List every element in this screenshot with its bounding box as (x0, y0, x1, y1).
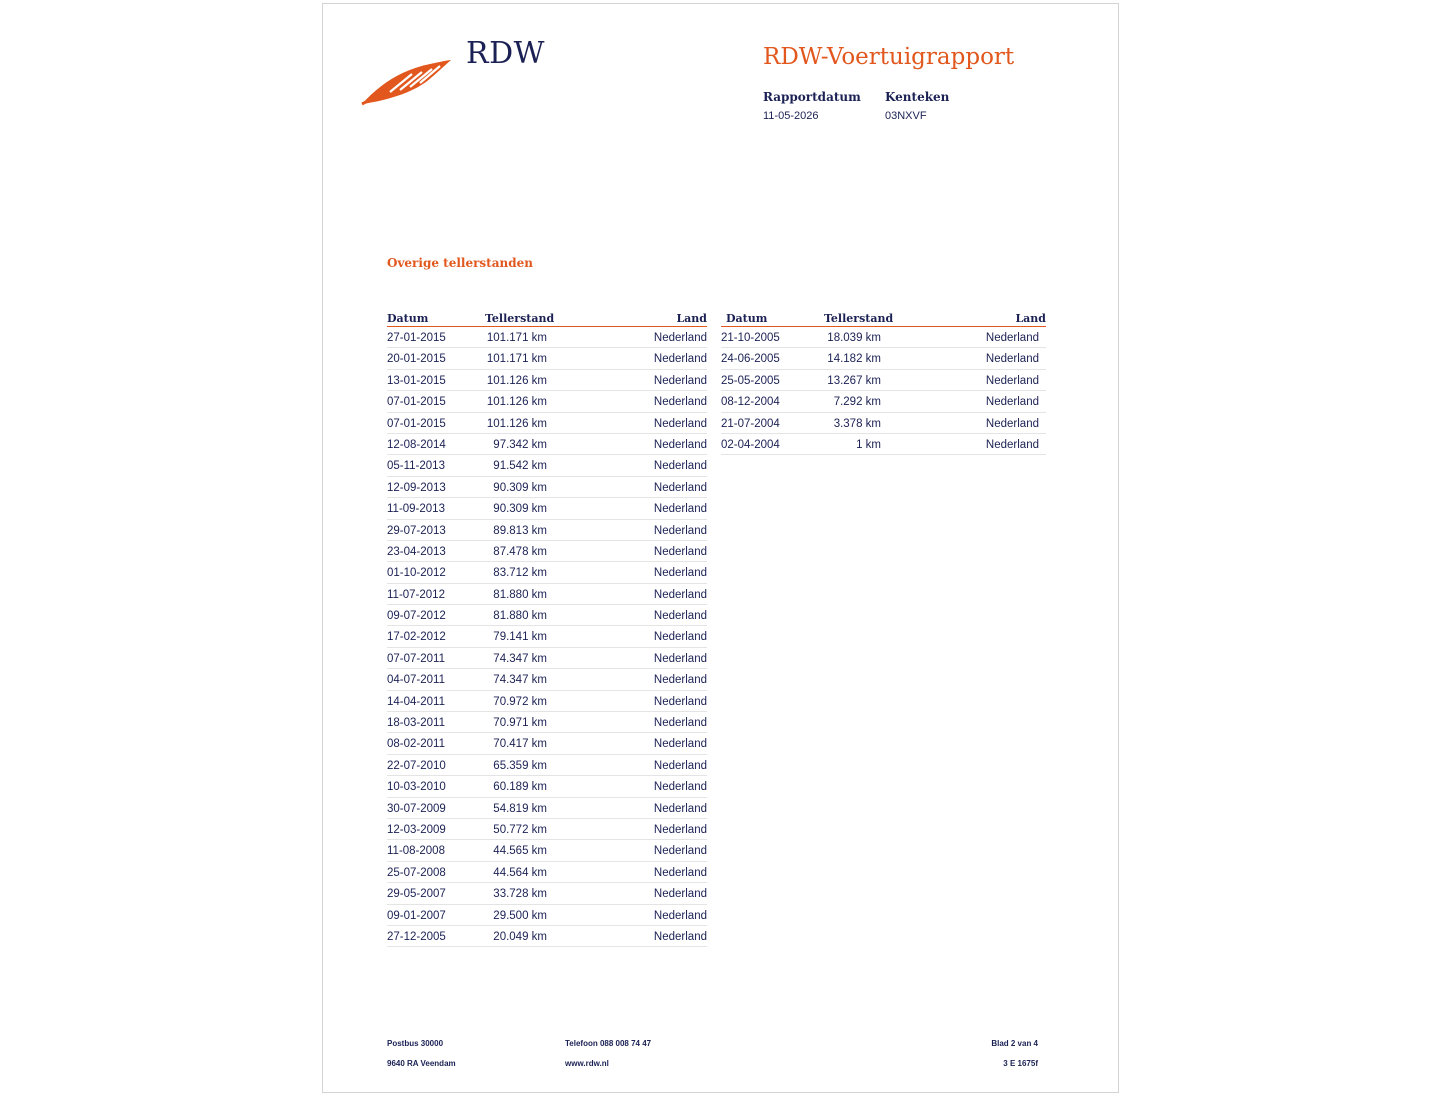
table-row (387, 669, 707, 690)
cell-reading: 74.347 km (493, 674, 547, 687)
cell-country: Nederland (653, 460, 707, 473)
cell-date: 25-05-2005 (721, 374, 780, 387)
cell-reading: 20.049 km (493, 930, 547, 943)
cell-country: Nederland (653, 738, 707, 751)
cell-country: Nederland (985, 332, 1039, 344)
table-row (387, 862, 707, 883)
cell-country: Nederland (653, 930, 707, 943)
table-row (721, 413, 1046, 434)
table-row (387, 776, 707, 797)
cell-reading: 3.378 km (833, 417, 881, 430)
table-row (387, 477, 707, 498)
table-row (387, 648, 707, 669)
table-row (387, 712, 707, 733)
cell-date: 09-07-2012 (387, 610, 446, 623)
table-row (387, 733, 707, 754)
table-row (387, 562, 707, 583)
cell-date: 27-12-2005 (387, 930, 446, 943)
cell-date: 12-03-2009 (387, 823, 446, 836)
cell-reading: 81.880 km (493, 588, 547, 601)
cell-date: 11-07-2012 (387, 588, 445, 601)
table-row (387, 370, 707, 391)
cell-date: 21-07-2004 (721, 417, 780, 430)
table-row (387, 413, 707, 434)
cell-country: Nederland (653, 567, 707, 580)
cell-date: 11-09-2013 (387, 503, 445, 516)
cell-date: 23-04-2013 (387, 545, 446, 558)
cell-reading: 7.292 km (833, 396, 881, 409)
cell-date: 24-06-2005 (721, 353, 780, 366)
column-header-date: Datum (387, 312, 429, 325)
odometer-table-right (721, 309, 1046, 455)
cell-reading: 74.347 km (493, 652, 547, 665)
table-row (387, 626, 707, 647)
table-header (387, 309, 707, 327)
cell-reading: 1 km (856, 438, 881, 451)
footer-code: 3 E 1675f (1003, 1059, 1038, 1068)
cell-country: Nederland (653, 845, 707, 858)
plate-value: 03NXVF (885, 110, 927, 122)
cell-country: Nederland (985, 396, 1039, 409)
table-row (387, 840, 707, 861)
plate-block (885, 90, 949, 122)
cell-reading: 97.342 km (493, 438, 547, 451)
column-header-country: Land (676, 312, 707, 325)
table-row (387, 819, 707, 840)
footer-page-number: Blad 2 van 4 (991, 1039, 1038, 1048)
cell-reading: 14.182 km (827, 353, 881, 366)
column-header-reading: Tellerstand (824, 312, 894, 325)
cell-country: Nederland (985, 438, 1039, 451)
table-row (387, 755, 707, 776)
cell-reading: 101.126 km (486, 396, 547, 409)
cell-reading: 60.189 km (493, 781, 547, 794)
cell-reading: 29.500 km (493, 909, 547, 922)
cell-country: Nederland (653, 610, 707, 623)
cell-country: Nederland (653, 802, 707, 815)
cell-country: Nederland (653, 588, 707, 601)
cell-date: 11-08-2008 (387, 845, 445, 858)
report-page (322, 3, 1119, 1093)
cell-reading: 87.478 km (493, 545, 547, 558)
column-header-country: Land (1015, 312, 1046, 325)
table-body (721, 327, 1046, 455)
cell-date: 08-02-2011 (387, 738, 445, 751)
cell-date: 12-09-2013 (387, 481, 446, 494)
table-row (721, 391, 1046, 412)
table-row (387, 584, 707, 605)
cell-country: Nederland (985, 353, 1039, 366)
cell-date: 29-07-2013 (387, 524, 446, 537)
table-row (387, 498, 707, 519)
table-row (721, 348, 1046, 369)
cell-country: Nederland (653, 396, 707, 409)
cell-country: Nederland (653, 759, 707, 772)
cell-country: Nederland (653, 332, 707, 344)
table-row (387, 691, 707, 712)
table-row (387, 541, 707, 562)
cell-date: 02-04-2004 (721, 438, 780, 451)
cell-reading: 50.772 km (493, 823, 547, 836)
column-header-reading: Tellerstand (485, 312, 555, 325)
table-row (387, 434, 707, 455)
report-date-value: 11-05-2026 (763, 110, 819, 122)
cell-reading: 89.813 km (493, 524, 547, 537)
rdw-logo-icon (360, 56, 452, 106)
cell-reading: 101.126 km (486, 374, 547, 387)
cell-country: Nederland (653, 353, 707, 366)
odometer-table-left (387, 309, 707, 947)
cell-country: Nederland (653, 374, 707, 387)
cell-date: 07-01-2015 (387, 396, 446, 409)
table-row (387, 905, 707, 926)
cell-date: 13-01-2015 (387, 374, 446, 387)
cell-reading: 18.039 km (827, 332, 881, 344)
table-row (387, 798, 707, 819)
cell-date: 12-08-2014 (387, 438, 446, 451)
cell-reading: 101.171 km (486, 353, 547, 366)
column-header-date: Datum (726, 312, 768, 325)
table-body (387, 327, 707, 947)
cell-date: 10-03-2010 (387, 781, 446, 794)
cell-reading: 90.309 km (493, 503, 547, 516)
cell-date: 01-10-2012 (387, 567, 446, 580)
cell-reading: 70.417 km (493, 738, 547, 751)
cell-reading: 90.309 km (493, 481, 547, 494)
cell-reading: 101.126 km (486, 417, 547, 430)
cell-reading: 91.542 km (493, 460, 547, 473)
table-row (721, 327, 1046, 348)
plate-label: Kenteken (885, 90, 950, 104)
cell-reading: 54.819 km (493, 802, 547, 815)
cell-country: Nederland (653, 481, 707, 494)
footer-address-line2: 9640 RA Veendam (387, 1059, 456, 1068)
cell-country: Nederland (985, 417, 1039, 430)
footer-phone: Telefoon 088 008 74 47 (565, 1039, 652, 1048)
table-row (387, 455, 707, 476)
report-title: RDW-Voertuigrapport (763, 44, 1015, 70)
cell-country: Nederland (653, 545, 707, 558)
table-row (387, 926, 707, 947)
cell-date: 17-02-2012 (387, 631, 446, 644)
cell-date: 21-10-2005 (721, 332, 780, 344)
cell-reading: 44.564 km (493, 866, 547, 879)
cell-reading: 65.359 km (493, 759, 547, 772)
cell-reading: 70.972 km (493, 695, 547, 708)
cell-reading: 79.141 km (493, 631, 547, 644)
cell-country: Nederland (653, 631, 707, 644)
cell-date: 20-01-2015 (387, 353, 446, 366)
cell-country: Nederland (985, 374, 1039, 387)
cell-country: Nederland (653, 695, 707, 708)
cell-date: 18-03-2011 (387, 717, 445, 730)
cell-country: Nederland (653, 438, 707, 451)
cell-reading: 13.267 km (827, 374, 881, 387)
cell-country: Nederland (653, 417, 707, 430)
cell-date: 04-07-2011 (387, 674, 445, 687)
cell-reading: 81.880 km (493, 610, 547, 623)
section-title: Overige tellerstanden (387, 256, 533, 270)
table-row (387, 327, 707, 348)
cell-reading: 83.712 km (493, 567, 547, 580)
cell-reading: 101.171 km (486, 332, 547, 344)
cell-country: Nederland (653, 652, 707, 665)
cell-date: 22-07-2010 (387, 759, 446, 772)
logo-text: RDW (466, 36, 545, 71)
cell-date: 25-07-2008 (387, 866, 446, 879)
cell-date: 07-07-2011 (387, 652, 445, 665)
table-header (721, 309, 1046, 327)
cell-country: Nederland (653, 888, 707, 901)
cell-date: 07-01-2015 (387, 417, 446, 430)
cell-country: Nederland (653, 503, 707, 516)
table-row (721, 370, 1046, 391)
table-row (387, 391, 707, 412)
cell-date: 30-07-2009 (387, 802, 446, 815)
cell-date: 29-05-2007 (387, 888, 446, 901)
cell-country: Nederland (653, 866, 707, 879)
table-row (387, 883, 707, 904)
cell-reading: 70.971 km (493, 717, 547, 730)
cell-country: Nederland (653, 717, 707, 730)
cell-date: 09-01-2007 (387, 909, 446, 922)
report-date-label: Rapportdatum (763, 90, 861, 104)
cell-country: Nederland (653, 823, 707, 836)
cell-country: Nederland (653, 781, 707, 794)
cell-date: 27-01-2015 (387, 332, 446, 344)
table-row (387, 348, 707, 369)
cell-date: 14-04-2011 (387, 695, 445, 708)
cell-reading: 44.565 km (493, 845, 547, 858)
cell-country: Nederland (653, 909, 707, 922)
cell-country: Nederland (653, 524, 707, 537)
footer-website[interactable]: www.rdw.nl (565, 1059, 609, 1068)
table-row (387, 520, 707, 541)
cell-date: 05-11-2013 (387, 460, 445, 473)
cell-country: Nederland (653, 674, 707, 687)
table-row (387, 605, 707, 626)
cell-date: 08-12-2004 (721, 396, 780, 409)
footer-address-line1: Postbus 30000 (387, 1039, 444, 1048)
report-date-block (763, 90, 861, 122)
cell-reading: 33.728 km (493, 888, 547, 901)
table-row (721, 434, 1046, 455)
